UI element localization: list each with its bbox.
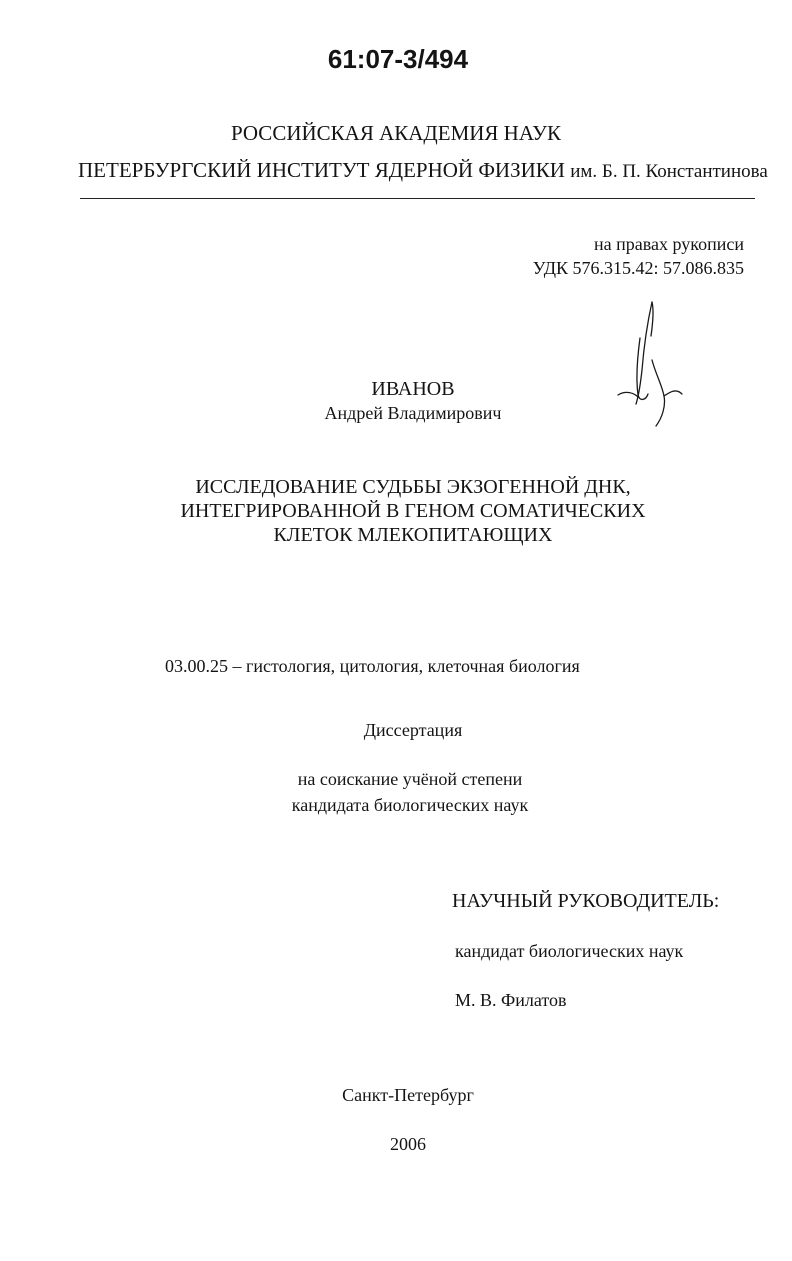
institute-name xyxy=(78,158,768,183)
supervisor-name: М. В. Филатов xyxy=(455,990,567,1010)
title-line: КЛЕТОК МЛЕКОПИТАЮЩИХ xyxy=(273,524,553,546)
institute-main: ПЕТЕРБУРГСКИЙ ИНСТИТУТ ЯДЕРНОЙ ФИЗИКИ xyxy=(78,158,565,182)
specialty-code: 03.00.25 – гистология, цитология, клеточная биология xyxy=(165,656,580,676)
author-given-names: Андрей Владимирович xyxy=(324,403,502,423)
degree-line-2: кандидата биологических наук xyxy=(291,795,529,815)
header-divider xyxy=(80,198,755,199)
degree-line-1: на соискание учёной степени xyxy=(297,769,523,789)
supervisor-heading: НАУЧНЫЙ РУКОВОДИТЕЛЬ: xyxy=(452,890,720,912)
archive-stamp-number: 61:07-3/494 xyxy=(327,44,469,74)
author-surname: ИВАНОВ xyxy=(371,378,455,400)
document-type: Диссертация xyxy=(363,720,463,740)
title-line: ИССЛЕДОВАНИЕ СУДЬБЫ ЭКЗОГЕННОЙ ДНК, xyxy=(195,476,631,498)
year: 2006 xyxy=(390,1134,426,1154)
institute-suffix: им. Б. П. Константинова xyxy=(570,161,768,182)
manuscript-rights: на правах рукописи xyxy=(594,234,744,254)
title-line: ИНТЕГРИРОВАННОЙ В ГЕНОМ СОМАТИЧЕСКИХ xyxy=(180,500,646,522)
city: Санкт-Петербург xyxy=(342,1085,474,1105)
manuscript-block xyxy=(533,232,744,280)
supervisor-degree: кандидат биологических наук xyxy=(455,941,684,961)
udc-code: УДК 576.315.42: 57.086.835 xyxy=(532,258,744,278)
academy-name: РОССИЙСКАЯ АКАДЕМИЯ НАУК xyxy=(230,121,562,145)
